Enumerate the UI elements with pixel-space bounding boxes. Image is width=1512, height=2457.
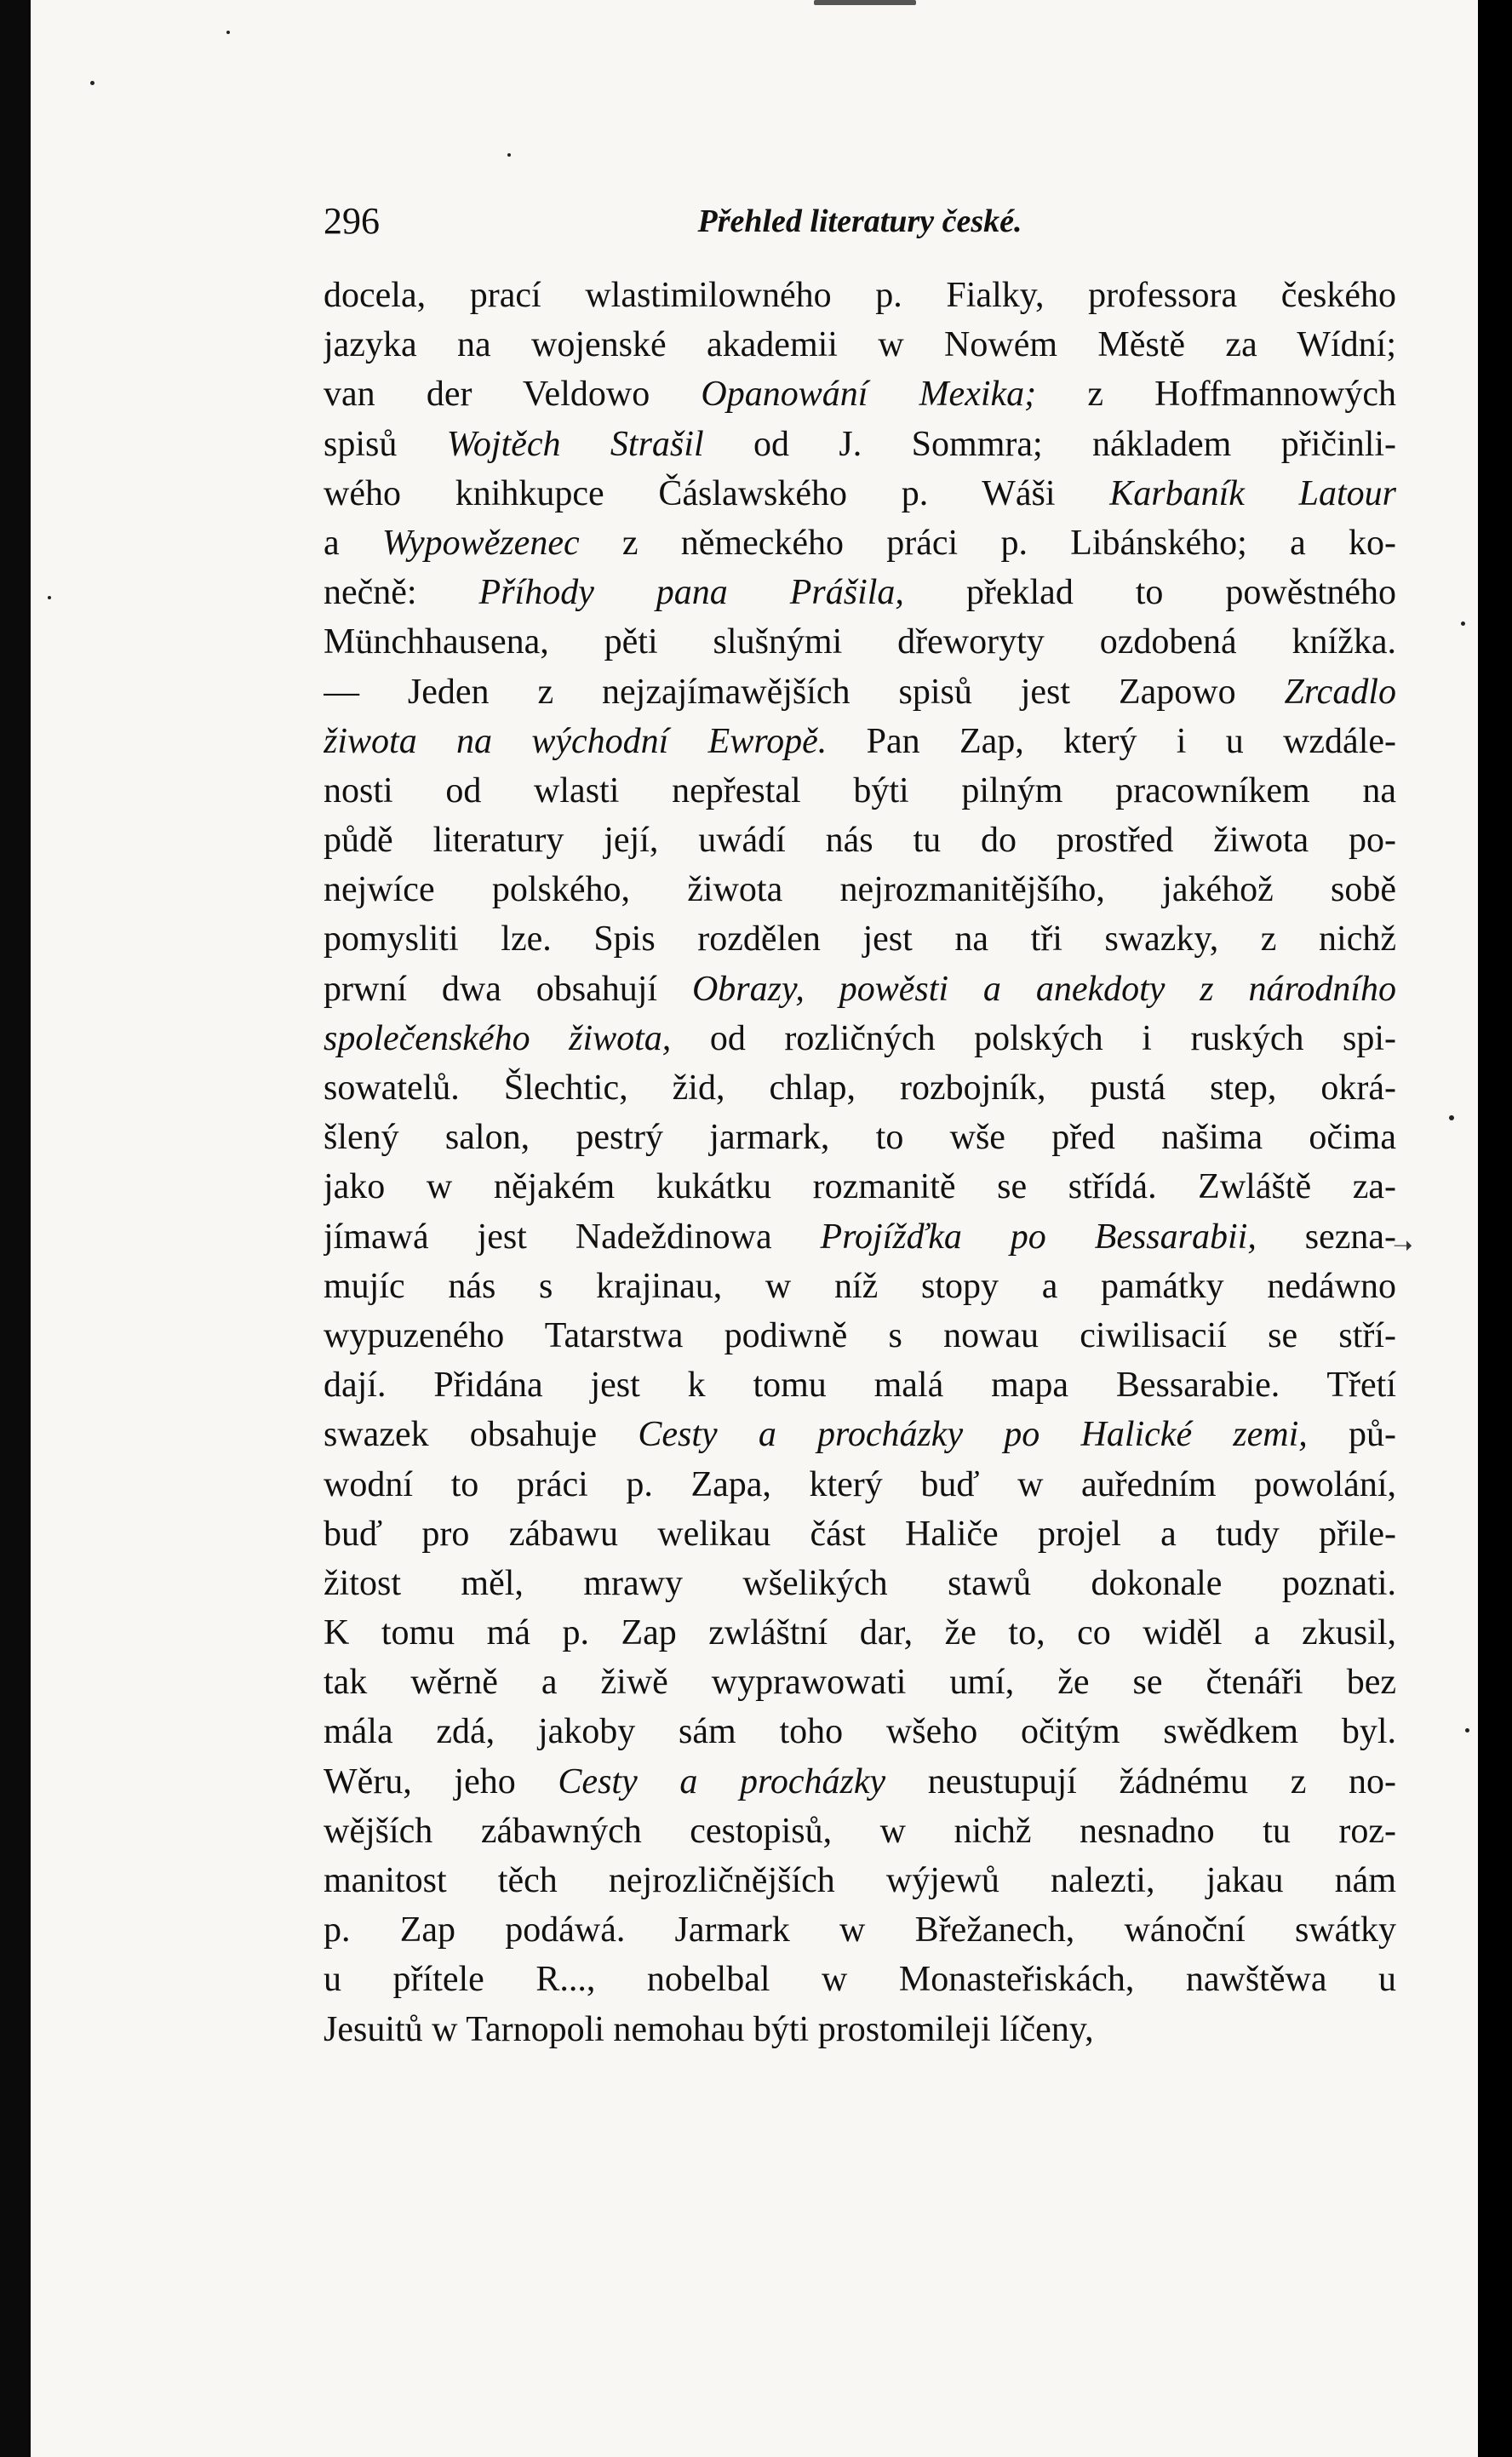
text-segment: pomysliti lze. Spis rozdělen jest na tři swazky, z nichž (324, 919, 1396, 959)
italic-text-segment: Obrazy, powěsti a anekdoty z národního (691, 969, 1396, 1009)
text-line (324, 1905, 1396, 1955)
italic-text-segment: Karbaník Latour (1109, 473, 1396, 513)
text-line (324, 1658, 1396, 1707)
text-segment: jako w nějakém kukátku rozmanitě se střídá. Zwláště za- (324, 1167, 1396, 1207)
text-line (324, 667, 1396, 717)
text-line (324, 717, 1396, 766)
text-segment: žitost měl, mrawy wšelikých stawů dokonale poznati. (324, 1563, 1396, 1603)
scan-speck (1461, 621, 1465, 626)
text-segment: tak wěrně a žiwě wyprawowati umí, že se čtenáři bez (324, 1663, 1396, 1703)
scan-speck (226, 31, 230, 34)
italic-text-segment: Wypowězenec (381, 523, 580, 563)
text-line (324, 1262, 1396, 1311)
text-line (324, 1757, 1396, 1807)
margin-arrow-icon: ➝ (1393, 1233, 1413, 1259)
text-segment: od J. Sommra; nákladem přičinli- (703, 424, 1396, 464)
text-segment: prwní dwa obsahují (324, 969, 692, 1009)
text-segment: p. Zap podáwá. Jarmark w Břežanech, wánoční swátky (324, 1910, 1396, 1950)
text-line (324, 2005, 1396, 2054)
text-segment: manitost těch nejrozličnějších wýjewů nalezti, jakau nám (324, 1861, 1396, 1900)
scan-speck (48, 596, 51, 599)
italic-text-segment: Příhody pana Prášila, (478, 573, 904, 613)
running-title: Přehled literatury české. (697, 203, 1022, 239)
text-segment: Wěru, jeho (324, 1761, 558, 1801)
text-line (324, 1707, 1396, 1756)
text-line (324, 1460, 1396, 1509)
text-line (324, 965, 1396, 1014)
text-segment: neustupují žádnému z no- (885, 1761, 1396, 1801)
text-segment: od rozličných polských i ruských spi- (671, 1018, 1396, 1058)
italic-text-segment: Zrcadlo (1284, 672, 1396, 712)
text-line (324, 1559, 1396, 1608)
text-segment: dají. Přidána jest k tomu malá mapa Bessarabie. Třetí (324, 1366, 1396, 1406)
text-segment: docela, prací wlastimilowného p. Fialky, professora českého (324, 276, 1396, 315)
text-line (324, 1807, 1396, 1856)
text-segment: Pan Zap, který i u wzdále- (827, 721, 1396, 761)
text-line (324, 469, 1396, 518)
text-segment: jazyka na wojenské akademii w Nowém Městě za Wídní; (324, 325, 1396, 365)
text-segment: Münchhausena, pěti slušnými dřeworyty ozdobená knížka. (324, 622, 1396, 662)
text-line (324, 568, 1396, 617)
text-segment: swazek obsahuje (324, 1415, 639, 1455)
text-line (324, 617, 1396, 667)
text-segment: nečně: (324, 573, 479, 613)
text-line (324, 1410, 1396, 1459)
text-segment: půdě literatury její, uwádí nás tu do prostřed žiwota po- (324, 821, 1396, 861)
text-segment: spisů (324, 424, 447, 464)
text-segment: u přítele R..., nobelbal w Monasteřiskách, nawštěwa u (324, 1960, 1396, 2000)
text-segment: z německého práci p. Libánského; a ko- (579, 523, 1396, 563)
text-segment: a (324, 523, 382, 563)
scan-speck (814, 0, 916, 5)
text-line (324, 1014, 1396, 1063)
text-segment: jímawá jest Nadeždinowa (324, 1217, 821, 1257)
text-line (324, 320, 1396, 369)
italic-text-segment: žiwota na wýchodní Ewropě. (324, 721, 828, 761)
text-segment: wějších zábawných cestopisů, w nichž nesnadno tu roz- (324, 1811, 1396, 1851)
scan-speck (1465, 1728, 1469, 1732)
text-line (324, 1113, 1396, 1162)
text-line (324, 1162, 1396, 1211)
text-segment: nejwíce polského, žiwota nejrozmanitějšího, jakéhož sobě (324, 870, 1396, 910)
text-segment: z Hoffmannowých (1036, 375, 1396, 415)
text-line (324, 1955, 1396, 2004)
text-line (324, 1311, 1396, 1360)
scan-speck (1449, 1115, 1454, 1120)
text-segment: nosti od wlasti nepřestal býti pilným pracowníkem na (324, 770, 1396, 810)
text-segment: sowatelů. Šlechtic, žid, chlap, rozbojník, pustá step, okrá- (324, 1068, 1396, 1108)
text-line (324, 1360, 1396, 1410)
italic-text-segment: Cesty a procházky (558, 1761, 886, 1801)
text-segment: šlený salon, pestrý jarmark, to wše před našima očima (324, 1118, 1396, 1158)
text-line (324, 766, 1396, 816)
text-segment: mujíc nás s krajinau, w níž stopy a památky nedáwno (324, 1266, 1396, 1306)
text-line (324, 369, 1396, 419)
text-line (324, 1608, 1396, 1658)
text-line (324, 1212, 1396, 1262)
text-segment: mála zdá, jakoby sám toho wšeho očitým swědkem byl. (324, 1712, 1396, 1752)
text-line (324, 1856, 1396, 1905)
text-segment: sezna- (1256, 1217, 1396, 1257)
italic-text-segment: Opanowání Mexika; (701, 375, 1037, 415)
book-page (31, 0, 1478, 2457)
scan-speck (90, 81, 94, 85)
italic-text-segment: Projížďka po Bessarabii, (820, 1217, 1257, 1257)
text-line (324, 865, 1396, 914)
text-segment: wypuzeného Tatarstwa podiwně s nowau ciwilisacií se stří- (324, 1315, 1396, 1355)
page-number: 296 (324, 200, 380, 242)
body-text (324, 271, 1396, 2054)
italic-text-segment: Cesty a procházky po Halické zemi, (638, 1415, 1308, 1455)
italic-text-segment: společenského žiwota, (324, 1018, 672, 1058)
text-segment: buď pro zábawu welikau část Haliče projel a tudy přile- (324, 1514, 1396, 1554)
text-line (324, 914, 1396, 964)
italic-text-segment: Wojtěch Strašil (446, 424, 704, 464)
text-segment: van der Veldowo (324, 375, 702, 415)
text-segment: wodní to práci p. Zapa, který buď w auředním powolání, (324, 1464, 1396, 1504)
text-line (324, 1063, 1396, 1113)
scan-edge-left (0, 0, 31, 2457)
text-line (324, 518, 1396, 568)
text-segment: překlad to powěstného (903, 573, 1396, 613)
text-line (324, 420, 1396, 469)
text-segment: Jesuitů w Tarnopoli nemohau býti prostomileji líčeny, (324, 2009, 1094, 2049)
text-segment: — Jeden z nejzajímawějších spisů jest Zapowo (324, 672, 1285, 712)
text-segment: wého knihkupce Čáslawského p. Wáši (324, 473, 1110, 513)
scan-speck (507, 153, 511, 157)
text-line (324, 1509, 1396, 1559)
text-line (324, 816, 1396, 865)
text-segment: K tomu má p. Zap zwláštní dar, že to, co widěl a zkusil, (324, 1613, 1396, 1653)
text-line (324, 271, 1396, 320)
text-segment: pů- (1307, 1415, 1396, 1455)
page-header (324, 196, 1396, 247)
